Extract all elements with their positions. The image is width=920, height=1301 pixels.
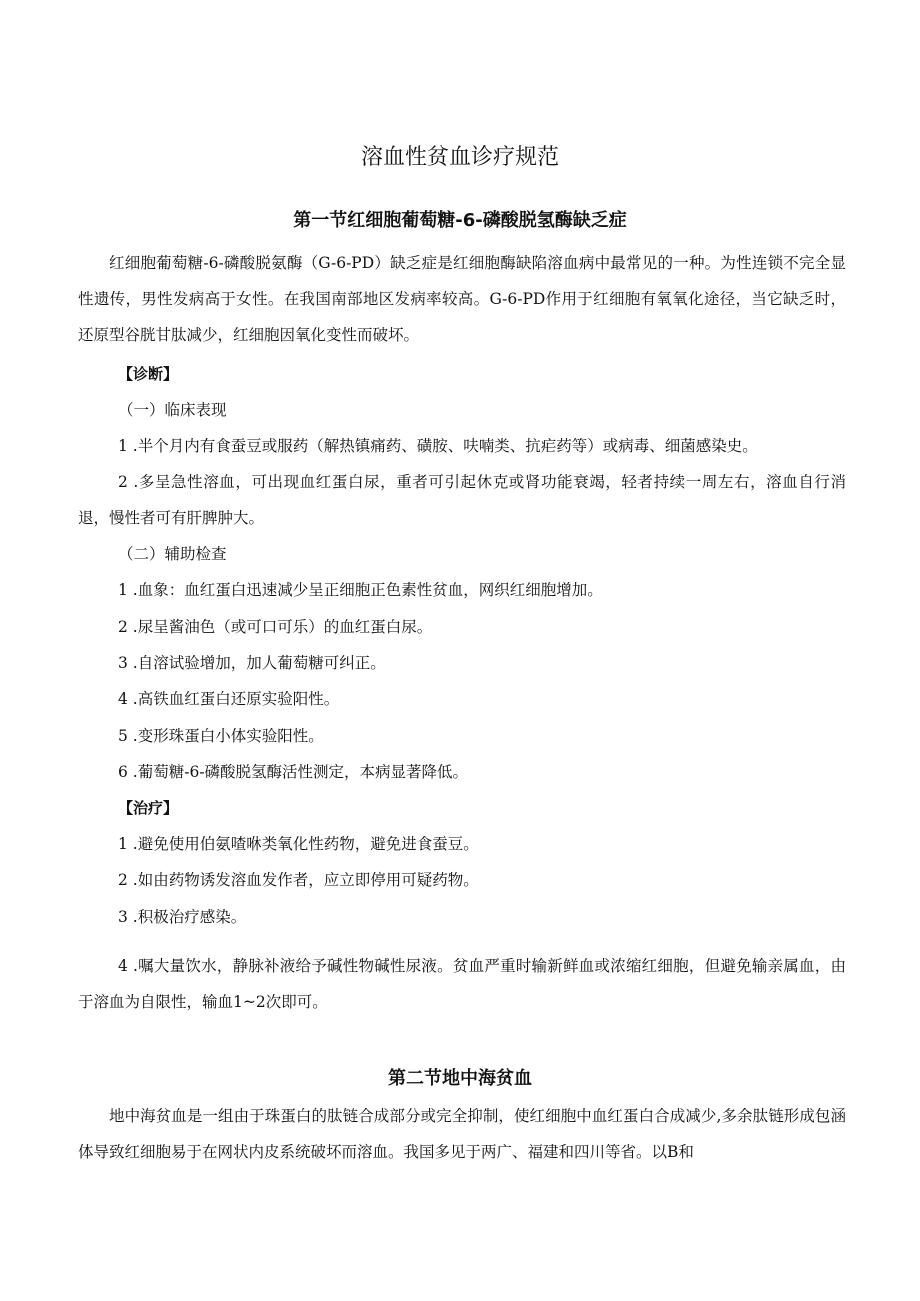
treatment-item-3: 3 .积极治疗感染。 xyxy=(118,908,247,926)
section2-heading: 第二节地中海贫血 xyxy=(388,1068,532,1089)
diagnosis-label: 【诊断】 xyxy=(118,365,179,383)
treatment-item-4: 4 .嘱大量饮水，静脉补液给予碱性物碱性尿液。贫血严重时输新鲜血或浓缩红细胞，但避免输亲属血，由于溶血为自限性，输血1~2次即可。 xyxy=(78,957,846,1011)
aux-item-6: 6 .葡萄糖-6-磷酸脱氢酶活性测定，本病显著降低。 xyxy=(118,763,469,781)
clinical-item-1: 1 .半个月内有食蚕豆或服药（解热镇痛药、磺胺、呋喃类、抗疟药等）或病毒、细菌感染史。 xyxy=(118,437,758,455)
aux-subheading: （二）辅助检查 xyxy=(118,545,227,563)
section1-intro-paragraph: 红细胞葡萄糖-6-磷酸脱氨酶（G-6-PD）缺乏症是红细胞酶缺陷溶血病中最常见的一种。为性连锁不完全显性遗传，男性发病高于女性。在我国南部地区发病率较高。G-6-PD作用于红细胞有氧氧化途径，当它缺乏时，还原型谷胱甘肽减少，红细胞因氧化变性而破坏。 xyxy=(78,254,846,344)
treatment-item-1: 1 .避免使用伯氨喳咻类氧化性药物，避免进食蚕豆。 xyxy=(118,835,479,853)
aux-item-5: 5 .变形珠蛋白小体实验阳性。 xyxy=(118,727,324,745)
document-title: 溶血性贫血诊疗规范 xyxy=(360,145,559,170)
section1-heading: 第一节红细胞葡萄糖-6-磷酸脱氢酶缺乏症 xyxy=(293,210,627,231)
aux-item-4: 4 .高铁血红蛋白还原实验阳性。 xyxy=(118,690,340,708)
treatment-item-2: 2 .如由药物诱发溶血发作者，应立即停用可疑药物。 xyxy=(118,871,479,889)
aux-item-2: 2 .尿呈酱油色（或可口可乐）的血红蛋白尿。 xyxy=(118,618,433,636)
aux-item-1: 1 .血象：血红蛋白迅速减少呈正细胞正色素性贫血，网织红细胞增加。 xyxy=(118,581,603,599)
section2-intro-paragraph: 地中海贫血是一组由于珠蛋白的肽链合成部分或完全抑制，使红细胞中血红蛋白合成减少,多余肽链形成包涵体导致红细胞易于在网状内皮系统破坏而溶血。我国多见于两广、福建和四川等省。以B和 xyxy=(78,1107,846,1161)
treatment-label: 【治疗】 xyxy=(118,799,179,817)
clinical-item-2: 2 .多呈急性溶血，可出现血红蛋白尿，重者可引起休克或肾功能衰竭，轻者持续一周左右，溶血自行消退，慢性者可有肝脾肿大。 xyxy=(78,473,846,527)
clinical-subheading: （一）临床表现 xyxy=(118,401,227,419)
aux-item-3: 3 .自溶试验增加，加人葡萄糖可纠正。 xyxy=(118,654,386,672)
